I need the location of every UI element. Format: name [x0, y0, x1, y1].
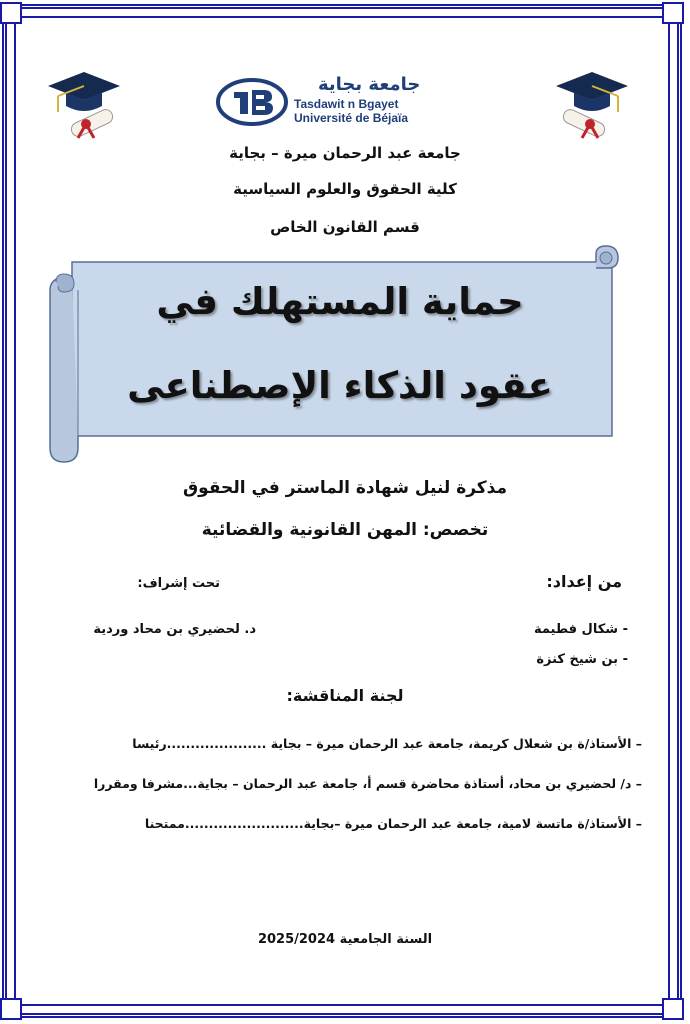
university-emblem-icon [216, 78, 288, 126]
border-corner-ornament [0, 2, 22, 24]
logo-french-text: Université de Béjaïa [294, 111, 409, 125]
university-logo [198, 72, 476, 132]
thesis-title-line-1: حماية المستهلك في [156, 280, 524, 323]
supervisor-name: د. لحضيري بن محاد وردية [93, 622, 256, 637]
thesis-title-line-2: عقود الذكاء الإصطناعى [127, 364, 553, 407]
specialty: تخصص: المهن القانونية والقضائية [201, 520, 489, 540]
author-name: - شكال فطيمة [533, 622, 628, 637]
logo-kabyle-text: Tasdawit n Bgayet [294, 97, 399, 111]
committee-member: – الأستاذ/ة بن شعلال كريمة، جامعة عبد الرحمان ميرة – بجاية .....................رئيسا [132, 736, 642, 751]
university-name: جامعة عبد الرحمان ميرة – بجاية [229, 144, 461, 162]
academic-year: السنة الجامعية 2025/2024 [257, 932, 433, 947]
supervisor-heading: تحت إشراف: [137, 576, 220, 591]
committee-heading: لجنة المناقشة: [286, 686, 404, 705]
author-name: - بن شيخ كنزة [536, 652, 628, 667]
title-scroll-banner [48, 244, 624, 466]
degree-statement: مذكرة لنيل شهادة الماستر في الحقوق [182, 478, 508, 498]
department-name: قسم القانون الخاص [270, 218, 420, 236]
graduation-cap-icon [552, 66, 632, 144]
border-corner-ornament [0, 998, 22, 1020]
faculty-name: كلية الحقوق والعلوم السياسية [233, 180, 457, 198]
border-corner-ornament [662, 998, 684, 1020]
authors-heading: من إعداد: [546, 572, 622, 591]
logo-arabic-text: جامعة بجاية [318, 74, 421, 95]
committee-member: – الأستاذ/ة ماتسة لامية، جامعة عبد الرحمان ميرة –بجاية.........................ممتحنا [144, 816, 642, 831]
border-corner-ornament [662, 2, 684, 24]
page-border-inner [14, 16, 670, 1006]
graduation-cap-icon [44, 66, 124, 144]
committee-member: – د/ لحضيري بن محاد، أستاذة محاضرة قسم أ، جامعة عبد الرحمان – بجاية...مشرفا ومقررا [93, 776, 642, 791]
